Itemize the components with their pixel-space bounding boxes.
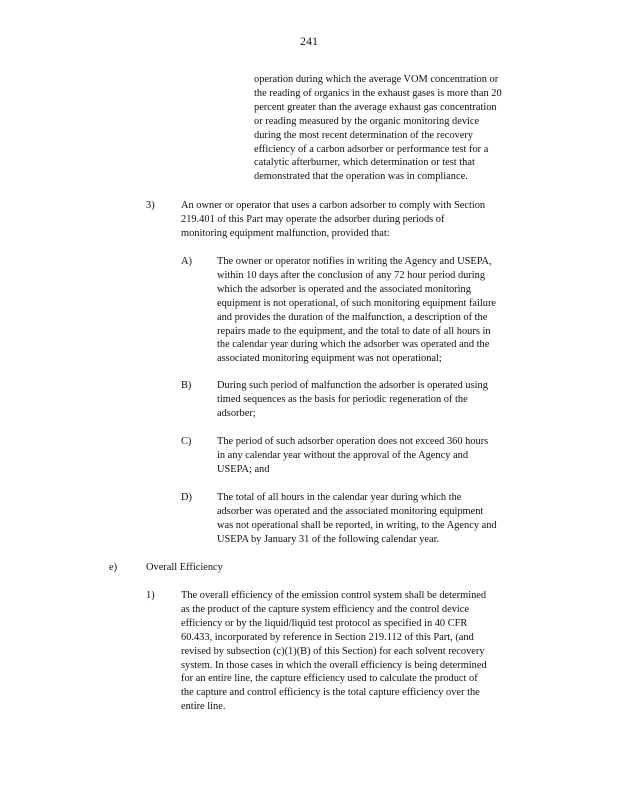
text-line: adsorber;: [217, 407, 256, 419]
item-label-c: C): [181, 436, 192, 447]
text-line: demonstrated that the operation was in compliance.: [254, 171, 468, 183]
text-line: the capture and control efficiency is the total capture efficiency over the: [181, 687, 480, 699]
item-label-1: 1): [146, 590, 155, 601]
text-line: within 10 days after the conclusion of any 72 hour period during: [217, 269, 486, 281]
text-line: efficiency or by the liquid/liquid test protocol as specified in 40 CFR: [181, 617, 468, 629]
text-line: for an entire line, the capture efficiency used to calculate the product of: [181, 673, 478, 685]
item-a-text: [217, 255, 496, 366]
item-1-text: [181, 589, 487, 714]
item-label-d: D): [181, 492, 192, 503]
section-heading: Overall Efficiency: [146, 562, 223, 573]
text-line: catalytic afterburner, which determination or test that: [254, 157, 475, 169]
item-d-text: [217, 491, 497, 547]
text-line: USEPA; and: [217, 463, 270, 475]
item-label-3: 3): [146, 200, 155, 211]
text-line: repairs made to the equipment, and the total to date of all hours in: [217, 325, 491, 337]
text-line: The total of all hours in the calendar year during which the: [217, 492, 462, 503]
text-line: During such period of malfunction the adsorber is operated using: [217, 380, 488, 391]
text-line: 60.433, incorporated by reference in Section 219.112 of this Part, (and: [181, 631, 474, 643]
text-line: or reading measured by the organic monitoring device: [254, 115, 480, 127]
text-line: revised by subsection (c)(1)(B) of this Section) for each solvent recovery: [181, 645, 485, 657]
text-line: adsorber was operated and the associated monitoring equipment: [217, 505, 484, 517]
text-line: as the product of the capture system efficiency and the control device: [181, 603, 470, 615]
text-line: operation during which the average VOM concentration or: [254, 74, 499, 85]
text-line: USEPA by January 31 of the following calendar year.: [217, 533, 440, 545]
text-line: system. In those cases in which the overall efficiency is being determined: [181, 659, 487, 671]
text-line: 219.401 of this Part may operate the adsorber during periods of: [181, 213, 445, 225]
item-label-b: B): [181, 380, 192, 391]
text-line: the calendar year during which the adsorber was operated and the: [217, 339, 490, 351]
text-line: the reading of organics in the exhaust gases is more than 20: [254, 87, 502, 99]
text-line: monitoring equipment malfunction, provided that:: [181, 227, 390, 239]
text-line: efficiency of a carbon adsorber or performance test for a: [254, 143, 489, 155]
text-line: The overall efficiency of the emission control system shall be determined: [181, 590, 487, 601]
text-line: percent greater than the average exhaust gas concentration: [254, 101, 497, 113]
text-line: which the adsorber is operated and the associated monitoring: [217, 283, 471, 295]
text-line: and provides the duration of the malfunction, a description of the: [217, 311, 488, 323]
item-c-text: [217, 435, 488, 477]
text-line: was not operational shall be reported, in writing, to the Agency and: [217, 519, 497, 531]
continuation-paragraph: [254, 73, 502, 184]
text-line: in any calendar year without the approval of the Agency and: [217, 449, 469, 461]
text-line: timed sequences as the basis for periodic regeneration of the: [217, 393, 468, 405]
item-b-text: [217, 379, 488, 421]
text-line: An owner or operator that uses a carbon adsorber to comply with Section: [181, 200, 486, 211]
section-label-e: e): [109, 562, 118, 573]
text-line: equipment is not operational, of such monitoring equipment failure: [217, 297, 497, 309]
text-line: The period of such adsorber operation does not exceed 360 hours: [217, 436, 489, 447]
text-line: entire line.: [181, 701, 226, 713]
item-label-a: A): [181, 256, 192, 267]
item-3-text: [181, 199, 485, 241]
text-line: The owner or operator notifies in writing the Agency and USEPA,: [217, 256, 492, 267]
page-number: 241: [300, 34, 318, 48]
text-line: associated monitoring equipment was not operational;: [217, 353, 442, 365]
text-line: during the most recent determination of the recovery: [254, 129, 473, 141]
